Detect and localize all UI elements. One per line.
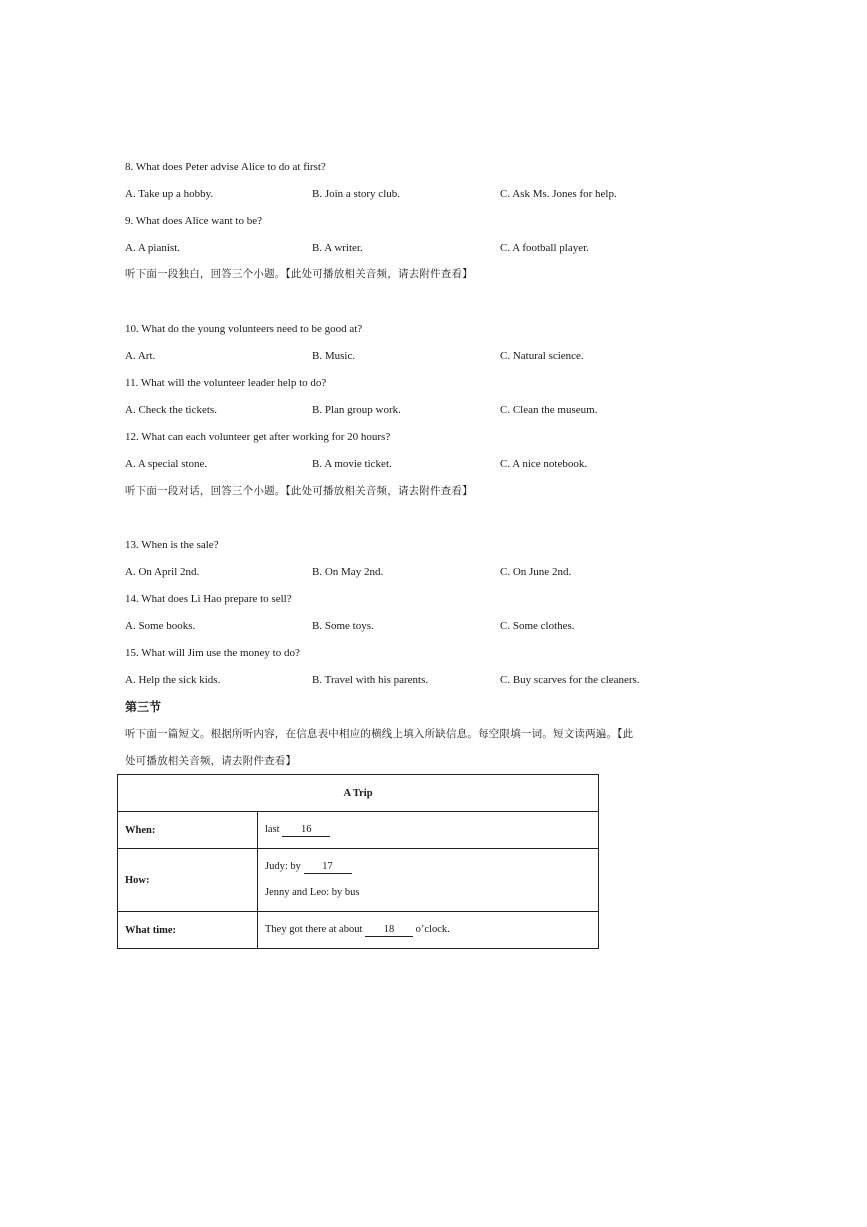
option-b: B. A movie ticket. [312,458,392,470]
how-value [258,849,599,912]
time-label: What time: [118,912,258,949]
blank-17[interactable]: 17 [304,861,352,874]
how-label: How: [118,849,258,912]
time-prefix: They got there at about [265,923,363,935]
table-row-when [118,812,599,849]
option-a: A. A pianist. [125,242,181,254]
table-title-row [118,775,599,812]
option-a: A. Take up a hobby. [125,188,214,200]
question-8-stem: 8. What does Peter advise Alice to do at first? [125,161,326,173]
option-c: C. Ask Ms. Jones for help. [500,188,617,200]
option-a: A. Art. [125,350,156,362]
how-jenny-line: Jenny and Leo: by bus [265,887,360,898]
how-judy-line [265,854,591,880]
option-a: A. Help the sick kids. [125,674,221,686]
table-row-how [118,849,599,912]
option-c: C. A nice notebook. [500,458,588,470]
option-c: C. Buy scarves for the cleaners. [500,674,640,686]
option-a: A. On April 2nd. [125,566,200,578]
section-instruction-line1: 听下面一篇短文。根据所听内容，在信息表中相应的横线上填入所缺信息。每空限填一词。短文读两遍。【此 [125,728,634,740]
option-b: B. On May 2nd. [312,566,384,578]
question-15-stem: 15. What will Jim use the money to do? [125,647,300,659]
when-value [258,812,599,849]
table-title: A Trip [118,775,599,812]
time-suffix: o’clock. [415,923,450,935]
option-b: B. A writer. [312,242,363,254]
table-row-time [118,912,599,949]
section-instruction-line2: 处可播放相关音频，请去附件查看】 [125,755,297,767]
option-c: C. Clean the museum. [500,404,598,416]
how-judy-prefix: Judy: by [265,861,301,872]
trip-info-table [117,774,599,949]
instruction-monologue: 听下面一段独白，回答三个小题。【此处可播放相关音频，请去附件查看】 [125,268,473,280]
option-b: B. Some toys. [312,620,374,632]
option-a: A. Check the tickets. [125,404,217,416]
question-13-stem: 13. When is the sale? [125,539,219,551]
when-label: When: [118,812,258,849]
option-b: B. Join a story club. [312,188,400,200]
option-b: B. Plan group work. [312,404,401,416]
question-11-stem: 11. What will the volunteer leader help to do? [125,377,327,389]
question-10-stem: 10. What do the young volunteers need to be good at? [125,323,363,335]
option-b: B. Music. [312,350,356,362]
blank-16[interactable]: 16 [282,824,330,837]
blank-18[interactable]: 18 [365,924,413,937]
question-14-stem: 14. What does Li Hao prepare to sell? [125,593,292,605]
option-a: A. A special stone. [125,458,208,470]
time-value [258,912,599,949]
when-prefix: last [265,823,280,835]
instruction-dialogue: 听下面一段对话，回答三个小题。【此处可播放相关音频，请去附件查看】 [125,485,473,497]
section-heading: 第三节 [125,700,162,714]
question-9-stem: 9. What does Alice want to be? [125,215,262,227]
option-c: C. A football player. [500,242,589,254]
option-a: A. Some books. [125,620,196,632]
question-12-stem: 12. What can each volunteer get after working for 20 hours? [125,431,391,443]
option-c: C. On June 2nd. [500,566,572,578]
option-c: C. Some clothes. [500,620,575,632]
option-c: C. Natural science. [500,350,584,362]
option-b: B. Travel with his parents. [312,674,429,686]
